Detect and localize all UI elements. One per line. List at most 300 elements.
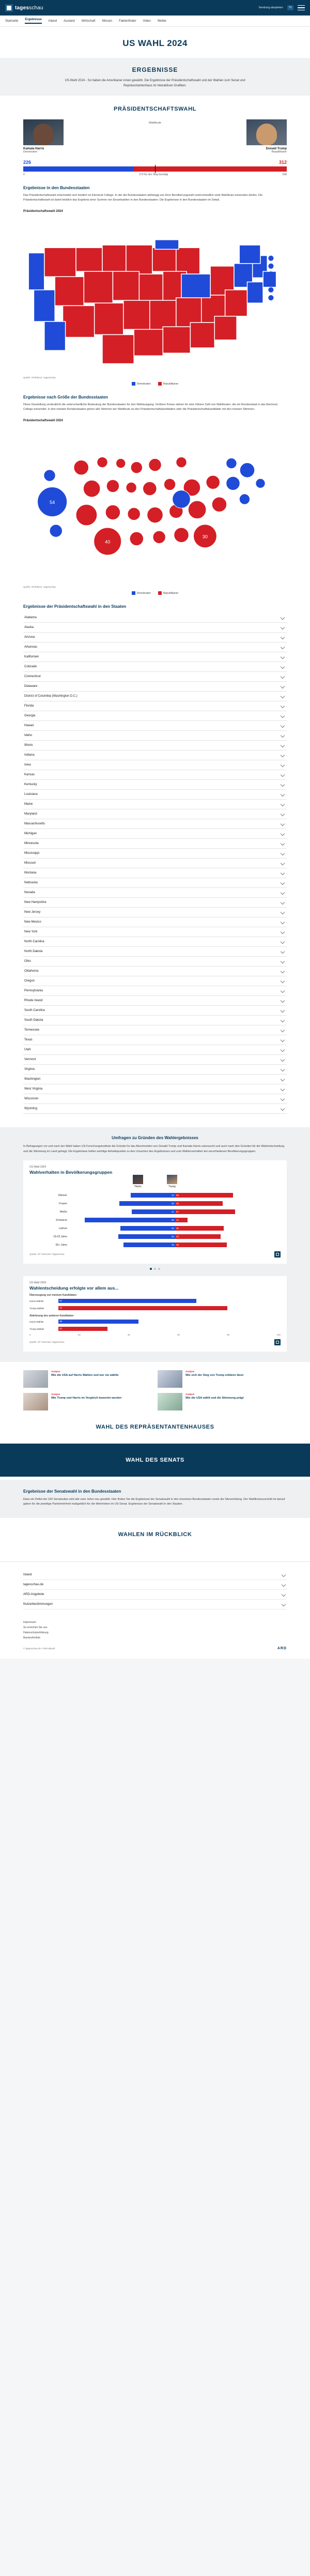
- card2-source: Quelle: AP VoteCast / tagesschau: [29, 1341, 65, 1344]
- footer-label-1: tagesschau.de: [23, 1583, 44, 1586]
- candidate-row: [23, 119, 287, 154]
- state-name: North Dakota: [24, 950, 43, 954]
- motivation-row-label: Trump-Wähler: [29, 1327, 44, 1330]
- teaser-item[interactable]: [158, 1393, 287, 1410]
- presidential-heading: PRÄSIDENTSCHAFTSWAHL: [114, 106, 196, 113]
- state-name: Mississippi: [24, 852, 40, 855]
- chevron-down-icon: [281, 822, 285, 826]
- chevron-down-icon: [281, 694, 285, 698]
- chevron-down-icon: [281, 763, 285, 767]
- chevron-down-icon: [281, 802, 285, 806]
- teaser-thumbnail: [23, 1393, 48, 1410]
- state-name: Colorado: [24, 665, 37, 669]
- chart-row-label: Weiße: [59, 1210, 67, 1214]
- state-accordion-item[interactable]: [23, 633, 287, 642]
- state-name: Montana: [24, 871, 37, 875]
- state-name: Kentucky: [24, 783, 37, 787]
- state-name: Florida: [24, 704, 34, 708]
- motivation-row: Trump-Wähler 22: [29, 1326, 281, 1332]
- chevron-down-icon: [281, 1087, 285, 1091]
- ard-logo: ARD: [277, 1646, 287, 1650]
- card2-kicker: US Wahl 2024: [29, 1281, 47, 1284]
- state-accordion-item[interactable]: [23, 1045, 287, 1055]
- card2-title: Wahlentscheidung erfolgte vor allem aus...: [29, 1285, 119, 1291]
- state-accordion-item[interactable]: [23, 829, 287, 839]
- footer-item-0[interactable]: [23, 1570, 287, 1580]
- groups-chart: [29, 1192, 281, 1248]
- chevron-down-icon: [281, 881, 285, 885]
- chart-row: Weiße 41 57: [29, 1209, 281, 1215]
- logo-primary: tages: [15, 5, 29, 11]
- state-name: South Dakota: [24, 1019, 43, 1022]
- state-accordion-item[interactable]: [23, 652, 287, 662]
- rep-electoral-votes: 312: [278, 160, 287, 165]
- state-name: Minnesota: [24, 842, 39, 846]
- teaser-category: Analyse: [185, 1392, 195, 1396]
- state-accordion-item[interactable]: [23, 1055, 287, 1065]
- state-accordion-item[interactable]: [23, 819, 287, 829]
- state-accordion-item[interactable]: [23, 731, 287, 741]
- results-heading: ERGEBNISSE: [132, 66, 178, 73]
- state-accordion-item[interactable]: [23, 908, 287, 917]
- chevron-down-icon: [281, 841, 285, 846]
- state-name: Indiana: [24, 754, 35, 757]
- motivation-row-label: Harris-Wähler: [29, 1320, 44, 1323]
- chevron-down-icon: [281, 891, 285, 895]
- teaser-item[interactable]: [23, 1393, 152, 1410]
- nav-item-4[interactable]: Wissen: [102, 19, 113, 23]
- motivation-row: Harris-Wähler 36: [29, 1319, 281, 1325]
- chevron-down-icon: [281, 635, 285, 639]
- chevron-down-icon: [281, 684, 285, 688]
- state-name: Nevada: [24, 891, 35, 895]
- state-name: Wyoming: [24, 1107, 37, 1111]
- state-accordion-item[interactable]: [23, 927, 287, 937]
- teaser-grid: [0, 1362, 310, 1410]
- teaser-thumbnail: [158, 1370, 182, 1388]
- state-name: Illinois: [24, 744, 33, 747]
- chevron-down-icon: [281, 625, 285, 630]
- chevron-down-icon: [281, 714, 285, 718]
- chart-row: 65+ Jahre 49 49: [29, 1242, 281, 1248]
- state-name: Pennsylvania: [24, 989, 43, 993]
- state-accordion-item[interactable]: [23, 858, 287, 868]
- map1-caption: Präsidentschaftswahl 2024: [23, 210, 63, 213]
- main-nav: [0, 16, 310, 27]
- chevron-down-icon: [281, 910, 285, 914]
- logo-mark-icon: [5, 4, 13, 12]
- chart-row-label: Schwarze: [56, 1218, 67, 1222]
- map2-source: Quelle: AP/Edison / tagesschau: [23, 586, 56, 589]
- state-accordion-item[interactable]: [23, 790, 287, 800]
- chevron-down-icon: [281, 861, 285, 865]
- state-accordion-item[interactable]: [23, 1094, 287, 1104]
- chevron-down-icon: [281, 1067, 285, 1071]
- state-accordion-item[interactable]: [23, 937, 287, 947]
- share-icon[interactable]: [274, 1251, 281, 1258]
- tv-badge[interactable]: TV: [287, 5, 293, 10]
- state-accordion-item[interactable]: [23, 760, 287, 770]
- state-name: Texas: [24, 1038, 33, 1042]
- chevron-down-icon: [281, 989, 285, 993]
- state-accordion-item[interactable]: [23, 741, 287, 750]
- candidate-name-trump: Donald Trump: [266, 147, 287, 151]
- state-name: Alabama: [24, 616, 37, 620]
- state-accordion-item[interactable]: [23, 1065, 287, 1075]
- state-accordion-item[interactable]: [23, 623, 287, 633]
- mini-photo-trump: [167, 1175, 177, 1184]
- teaser-headline: Wie Trump und Harris im Vergleich bewertet wurden: [51, 1396, 122, 1400]
- footer-label-0: Inland: [23, 1573, 32, 1576]
- legend2-dem: Demokraten: [136, 591, 151, 595]
- state-accordion-item[interactable]: [23, 1084, 287, 1094]
- state-results-block: [0, 176, 310, 386]
- state-name: Virginia: [24, 1068, 35, 1071]
- state-name: North Carolina: [24, 940, 44, 944]
- state-name: Kansas: [24, 773, 35, 777]
- senate-banner: WAHL DES SENATS: [0, 1444, 310, 1477]
- state-accordion-item[interactable]: [23, 613, 287, 623]
- state-accordion-item[interactable]: [23, 967, 287, 976]
- teaser-item[interactable]: [23, 1370, 152, 1388]
- electoral-bar-track: [23, 166, 287, 172]
- page-title: US WAHL 2024: [122, 38, 188, 48]
- teaser-headline: Wie die USA auf Harris Wahlen und wer sie wählte: [51, 1373, 119, 1377]
- state-accordion-item[interactable]: [23, 1016, 287, 1025]
- state-name: Alaska: [24, 626, 34, 630]
- state-name: Wisconsin: [24, 1097, 39, 1101]
- state-accordion-item[interactable]: [23, 917, 287, 927]
- state-accordion-item[interactable]: [23, 800, 287, 809]
- menu-icon[interactable]: [298, 5, 305, 11]
- footer-item-1[interactable]: [23, 1580, 287, 1590]
- footer-label-3: Nutzerbestimmungen: [23, 1602, 53, 1606]
- teaser-item[interactable]: [158, 1370, 287, 1388]
- state-accordion-item[interactable]: [23, 1006, 287, 1016]
- chevron-down-icon: [281, 920, 285, 924]
- nav-item-2[interactable]: Ausland: [64, 19, 75, 23]
- card1-title: Wahlverhalten in Bevölkerungsgruppen: [29, 1169, 113, 1175]
- state-accordion: [0, 613, 310, 1114]
- presidential-section: [0, 96, 310, 176]
- state-name: Ohio: [24, 960, 31, 963]
- state-accordion-item[interactable]: [23, 976, 287, 986]
- chevron-down-icon: [281, 1048, 285, 1052]
- chevron-down-icon: [281, 1077, 285, 1081]
- chevron-down-icon: [281, 616, 285, 620]
- chevron-down-icon: [281, 655, 285, 659]
- state-accordion-item[interactable]: [23, 947, 287, 957]
- chevron-down-icon: [281, 724, 285, 728]
- state-name: Maine: [24, 803, 33, 806]
- state-results-heading: Ergebnisse in den Bundesstaaten: [23, 186, 90, 191]
- chevron-down-icon: [281, 674, 285, 679]
- top-bar: [0, 0, 310, 16]
- nav-item-0[interactable]: Startseite: [5, 19, 19, 23]
- chevron-down-icon: [281, 940, 285, 944]
- state-accordion-item[interactable]: [23, 809, 287, 819]
- nav-item-6[interactable]: Video: [143, 19, 151, 23]
- state-name: Delaware: [24, 685, 38, 688]
- mini-photo-harris: [133, 1175, 143, 1184]
- chevron-down-icon: [281, 1038, 285, 1042]
- state-name: Connecticut: [24, 675, 41, 679]
- chevron-down-icon: [281, 792, 285, 796]
- electoral-center: [64, 119, 246, 125]
- state-name: Oregon: [24, 979, 35, 983]
- chevron-down-icon: [281, 733, 285, 738]
- nav-item-3[interactable]: Wirtschaft: [81, 19, 96, 23]
- card1-head-0: Harris: [134, 1185, 142, 1188]
- teaser-thumbnail: [158, 1393, 182, 1410]
- state-name: South Carolina: [24, 1009, 45, 1013]
- us-bubble-map[interactable]: [23, 425, 287, 584]
- legend2-rep: Republikaner: [163, 591, 179, 595]
- state-name: Nebraska: [24, 881, 38, 885]
- site-logo[interactable]: [5, 4, 43, 12]
- candidate-party-trump: Republikaner: [271, 150, 287, 154]
- state-name: Michigan: [24, 832, 37, 836]
- card1-kicker: US Wahl 2024: [29, 1165, 47, 1169]
- motivation-group-label: Überzeugung von meinem Kandidaten: [29, 1293, 77, 1297]
- nav-item-active[interactable]: Ergebnisse: [25, 18, 41, 24]
- state-accordion-item[interactable]: [23, 701, 287, 711]
- map1-legend: [23, 382, 287, 386]
- state-name: Missouri: [24, 862, 36, 865]
- nav-item-7[interactable]: Wetter: [157, 19, 167, 23]
- state-accordion-item[interactable]: [23, 849, 287, 858]
- state-name: Oklahoma: [24, 970, 39, 973]
- state-accordion-item[interactable]: [23, 750, 287, 760]
- state-name: Utah: [24, 1048, 31, 1052]
- senate-text: Etwa ein Drittel der 100 Senatssitze wird alle zwei Jahre neu gewählt. Hier finden Sie die Ergebnisse der Senatswahl in den einzelnen Bundesstaaten sowie die Sitzverteilung. Der Wahlkreiszuschnitt ist darauf gaben für die jeweilige Parteimehrheit maßgeblich für die Mehrheiten im US-Senat. Ergebnisse der Senatswahl in den Staaten.: [23, 1497, 285, 1506]
- footer-label-2: ARD-Angebote: [23, 1592, 44, 1596]
- state-accordion-item[interactable]: [23, 888, 287, 898]
- nav-item-1[interactable]: Inland: [48, 19, 57, 23]
- footer-link[interactable]: Datenschutzerklärung: [23, 1631, 49, 1634]
- motivation-row-label: Trump-Wähler: [29, 1307, 44, 1310]
- teaser-thumbnail: [23, 1370, 48, 1388]
- surveys-text: In Befragungen vor und nach der Wahl haben US-Forschungsinstitute die Gründe für das Abschneiden von Donald Trump und Kamala Harris untersucht und auch nach den Gründen für die Wahlentscheidung und die Stimmung im Land gefragt. Die Ergebnisse helfen wichtige Anhaltspunkte zu den Ursachen des Ergebnisses und zum Wählerverhalten bei verschiedenen Bevölkerungsgruppen.: [23, 1145, 285, 1153]
- state-name: New Jersey: [24, 911, 41, 914]
- dem-electoral-votes: 226: [23, 160, 32, 165]
- card1-chart-head: [29, 1175, 281, 1188]
- results-intro-text: US-Wahl 2024 - So haben die Amerikaner·innen gewählt. Die Ergebnisse der Präsidentschaftswahl und der Wahlen zum Senat und Repräsentantenhaus im interaktiven Grafiken.: [65, 79, 245, 87]
- senate-block: [0, 1480, 310, 1518]
- chevron-down-icon: [281, 1097, 285, 1101]
- chart-row-label: Männer: [58, 1193, 67, 1197]
- map2-legend: [23, 591, 287, 595]
- chevron-down-icon: [281, 959, 285, 963]
- chevron-down-icon: [281, 851, 285, 855]
- state-name: Iowa: [24, 763, 31, 767]
- state-name: Rhode Island: [24, 999, 43, 1003]
- chart-row: Frauen 53 45: [29, 1201, 281, 1207]
- motivation-chart: [29, 1294, 281, 1336]
- chevron-down-icon: [281, 930, 285, 934]
- state-name: West Virginia: [24, 1087, 43, 1091]
- card1-source: Quelle: AP VoteCast / tagesschau: [29, 1253, 65, 1256]
- state-accordion-item[interactable]: [23, 672, 287, 682]
- survey-card-motivation: [23, 1276, 287, 1352]
- svg-text:40: 40: [105, 539, 111, 545]
- surveys-section: [0, 1127, 310, 1361]
- state-accordion-item[interactable]: [23, 1025, 287, 1035]
- state-accordion-item[interactable]: [23, 1035, 287, 1045]
- state-name: Louisiana: [24, 793, 38, 796]
- logo-secondary: schau: [29, 5, 43, 11]
- candidate-photo-trump: [246, 119, 287, 145]
- map1-source: Quelle: AP/Edison / tagesschau: [23, 376, 56, 379]
- chart-row: Latinos 52 46: [29, 1225, 281, 1232]
- teaser-category: Analyse: [185, 1370, 195, 1373]
- chart-row: Schwarze 86 12: [29, 1217, 281, 1223]
- candidate-photo-harris: [23, 119, 64, 145]
- state-size-block: [0, 386, 310, 595]
- state-name: Washington: [24, 1078, 41, 1081]
- state-name: New Hampshire: [24, 901, 47, 904]
- state-accordion-item[interactable]: [23, 642, 287, 652]
- electoral-bar-rep: [134, 166, 287, 172]
- chevron-down-icon: [281, 969, 285, 973]
- chevron-down-icon: [281, 949, 285, 954]
- footer: [0, 1561, 310, 1615]
- motivation-group-label: Ablehnung des anderen Kandidaten: [29, 1314, 74, 1317]
- state-name: New Mexico: [24, 921, 41, 924]
- copyright: © tagesschau.de / ARD-aktuell: [23, 1647, 55, 1650]
- state-name: District of Columbia (Washington D.C.): [24, 695, 78, 698]
- teaser-headline: Wie die USA wählt und die Stimmung prägt: [185, 1396, 244, 1400]
- footer-item-2[interactable]: [23, 1590, 287, 1600]
- state-accordion-item[interactable]: [23, 692, 287, 701]
- chevron-down-icon: [281, 832, 285, 836]
- state-accordion-title: Ergebnisse der Präsidentschaftswahl in den Staaten: [23, 604, 127, 609]
- survey-card-groups: [23, 1160, 287, 1264]
- motivation-row: Harris-Wähler 62: [29, 1298, 281, 1304]
- motivation-axis: 0 20 40 60 80 100: [29, 1333, 281, 1336]
- legend-dem: Demokraten: [136, 382, 151, 386]
- chevron-down-icon: [281, 1107, 285, 1111]
- candidate-harris: [23, 119, 64, 154]
- chevron-down-icon: [281, 665, 285, 669]
- state-name: Massachusetts: [24, 822, 45, 826]
- retrospective-banner: WAHLEN IM RÜCKBLICK: [118, 1531, 192, 1538]
- state-accordion-item[interactable]: [23, 839, 287, 849]
- electoral-bar-dem: [23, 166, 134, 172]
- map2-caption: Präsidentschaftswahl 2024: [23, 419, 63, 423]
- chevron-down-icon: [281, 783, 285, 787]
- state-accordion-item[interactable]: [23, 770, 287, 780]
- state-accordion-item[interactable]: [23, 868, 287, 878]
- footer-item-3[interactable]: [23, 1600, 287, 1609]
- state-size-text: Diese Darstellung verdeutlicht die unterschiedliche Bedeutung der Bundesstaaten für den Wahlausgang. Größere Kreise stehen für eine höhere Zahl von Wahlleuten, die ein Bundesstaat in das Electoral College entsendet. In den meisten Bundesstaaten gehen alle Stimmen der Wahlleute an den Präsidentschaftskandidaten oder die Präsidentschaftskandidatin mit den meisten Stimmen.: [23, 403, 277, 411]
- state-accordion-item[interactable]: [23, 780, 287, 790]
- chart-row-label: Frauen: [59, 1202, 67, 1205]
- chevron-down-icon: [281, 999, 285, 1003]
- chart-row: Männer 42 55: [29, 1192, 281, 1199]
- state-name: Idaho: [24, 734, 33, 738]
- carousel-dots-1[interactable]: [23, 1268, 287, 1270]
- chevron-down-icon: [281, 753, 285, 757]
- candidate-party-harris: Demokraten: [23, 150, 38, 154]
- share-icon-2[interactable]: [274, 1339, 281, 1345]
- house-banner: WAHL DES REPRÄSENTANTENHAUSES: [96, 1423, 214, 1430]
- state-name: Kalifornien: [24, 655, 39, 659]
- footer-link[interactable]: Barrierefreiheit: [23, 1636, 40, 1639]
- state-accordion-item[interactable]: [23, 878, 287, 888]
- state-name: Vermont: [24, 1058, 36, 1062]
- majority-label: 270 für den Sieg benötigt: [139, 173, 168, 177]
- state-name: Arkansas: [24, 646, 38, 649]
- state-accordion-item[interactable]: [23, 996, 287, 1006]
- chevron-down-icon: [281, 979, 285, 983]
- surveys-heading: Umfragen zu Gründen des Wahlergebnisses: [112, 1136, 198, 1141]
- footer-link[interactable]: So erreichen Sie uns: [23, 1626, 48, 1629]
- footer-bottom: [0, 1640, 310, 1659]
- chevron-down-icon: [281, 1008, 285, 1013]
- chevron-down-icon: [281, 812, 285, 816]
- chart-row-label: 18-29 Jahre: [53, 1235, 67, 1238]
- motivation-row: Trump-Wähler 76: [29, 1306, 281, 1311]
- chart-row-label: 65+ Jahre: [55, 1243, 67, 1247]
- chevron-down-icon: [281, 871, 285, 875]
- live-label[interactable]: Sendung abspielen: [258, 6, 283, 9]
- state-accordion-item[interactable]: [23, 1075, 287, 1084]
- teaser-category: Analyse: [51, 1370, 60, 1373]
- footer-link[interactable]: Impressum: [23, 1620, 36, 1624]
- state-accordion-item[interactable]: [23, 1104, 287, 1114]
- svg-text:54: 54: [49, 500, 55, 505]
- state-accordion-item[interactable]: [23, 721, 287, 731]
- chevron-down-icon: [281, 1057, 285, 1062]
- state-accordion-item[interactable]: [23, 957, 287, 967]
- electoral-bar: [23, 160, 287, 176]
- state-accordion-item[interactable]: [23, 682, 287, 692]
- state-accordion-item[interactable]: [23, 898, 287, 908]
- nav-item-5[interactable]: Faktenfinder: [119, 19, 136, 23]
- state-name: Arizona: [24, 636, 35, 639]
- bar-left-label: 0: [23, 173, 25, 177]
- motivation-row-label: Harris-Wähler: [29, 1299, 44, 1302]
- card1-head-1: Trump: [168, 1185, 176, 1188]
- state-accordion-item[interactable]: [23, 711, 287, 721]
- results-band: [0, 58, 310, 96]
- chevron-down-icon: [281, 645, 285, 649]
- majority-marker: [155, 165, 156, 173]
- state-name: Maryland: [24, 812, 37, 816]
- chevron-down-icon: [281, 743, 285, 747]
- us-choropleth-map[interactable]: [23, 216, 287, 374]
- state-name: New York: [24, 930, 38, 934]
- state-accordion-item[interactable]: [23, 662, 287, 672]
- candidate-trump: [246, 119, 287, 154]
- chevron-down-icon: [281, 773, 285, 777]
- chart-row-label: Latinos: [58, 1226, 67, 1230]
- svg-text:30: 30: [202, 534, 208, 540]
- state-name: Tennessee: [24, 1029, 40, 1032]
- teaser-headline: Wie sich der Sieg von Trump erklären lässt: [185, 1373, 244, 1377]
- candidate-name-harris: Kamala Harris: [23, 147, 44, 151]
- chart-row: 18-29 Jahre 54 43: [29, 1234, 281, 1240]
- state-name: Georgia: [24, 714, 36, 718]
- state-results-text: Das Präsidentschaftswahl entscheidet sich letztlich im Electoral College. In der die Bundesstaaten abhängig von ihrer Bevölkerungszahl unterschiedlich viele Wahlleute entsenden dürfen. Die Präsidentschaftswahl ist damit letztlich das Ergebnis einer Summe von Einzelwahlen in den Bundesstaaten. Die Ergebnisse in den Bundesstaaten im Detail.: [23, 194, 263, 202]
- state-accordion-item[interactable]: [23, 986, 287, 996]
- teaser-category: Analyse: [51, 1392, 60, 1396]
- senate-heading: Ergebnisse der Senatswahl in den Bundesstaaten: [23, 1489, 121, 1494]
- chevron-down-icon: [281, 1018, 285, 1022]
- chevron-down-icon: [281, 900, 285, 904]
- state-size-heading: Ergebnisse nach Größe der Bundesstaaten: [23, 395, 109, 400]
